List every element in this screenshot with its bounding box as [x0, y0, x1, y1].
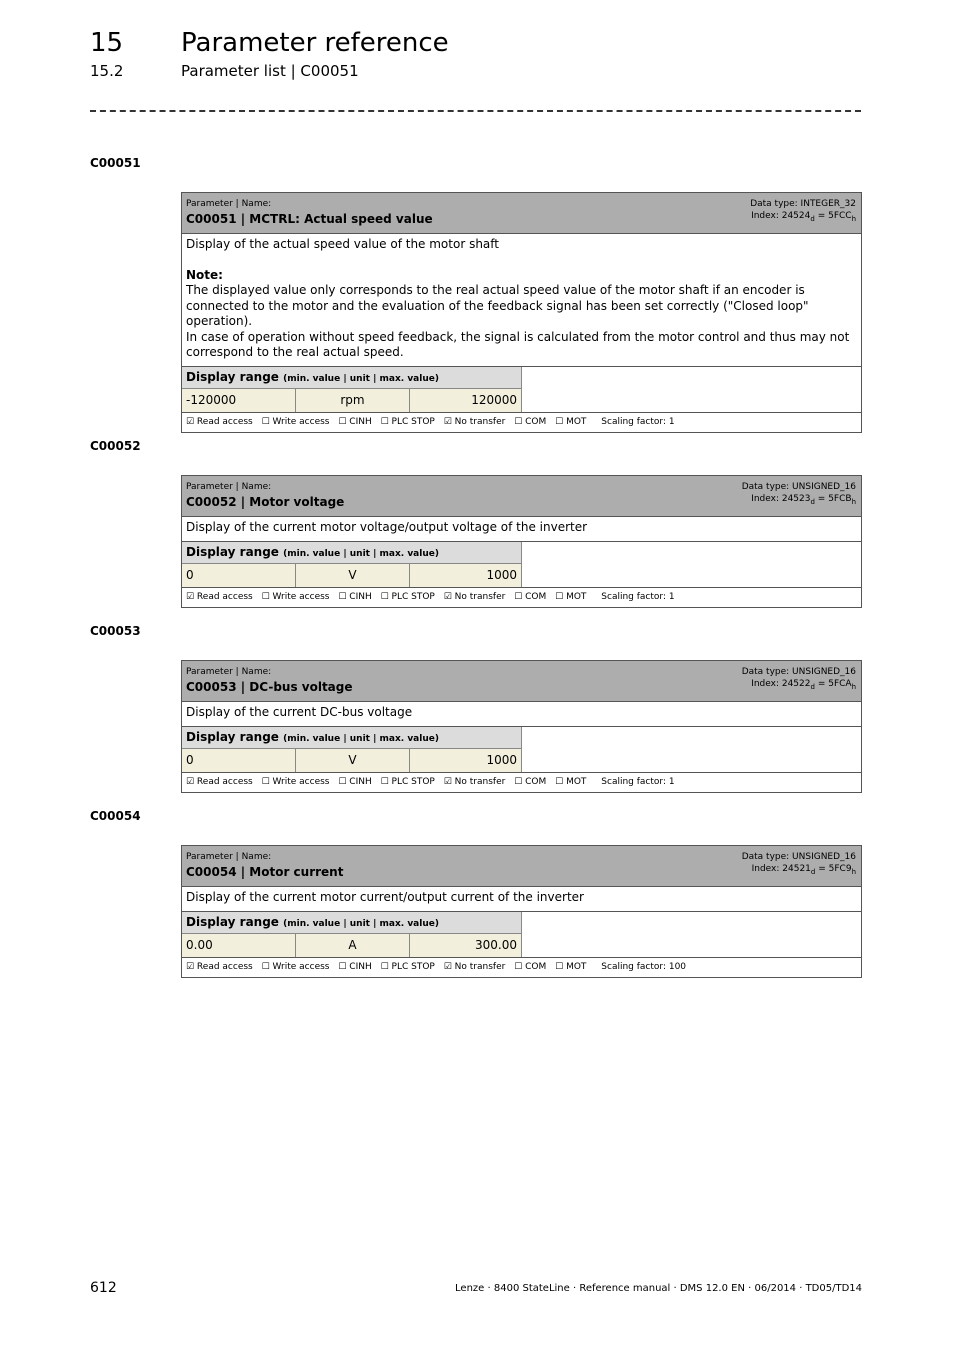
description-text: Display of the current motor voltage/output voltage of the inverter — [186, 520, 588, 534]
flag-read-access: ☑ Read access — [186, 416, 253, 427]
description-text: Display of the actual speed value of the motor shaft — [186, 237, 500, 251]
parameter-description — [182, 702, 861, 727]
range-min-value: -120000 — [182, 389, 296, 412]
parameter-name: C00051 | MCTRL: Actual speed value — [186, 212, 433, 226]
parameter-table-c00051 — [181, 192, 862, 433]
range-min-value: 0 — [182, 564, 296, 587]
data-type: Data type: UNSIGNED_16 — [741, 482, 856, 492]
flag-plc-stop: ☐ PLC STOP — [380, 776, 435, 787]
parameter-name: C00053 | DC-bus voltage — [186, 680, 353, 694]
note-line-1: The displayed value only corresponds to the real actual speed value of the motor shaft if an encoder is connected to the motor and the evaluation of the feedback signal has been set correctly ("Closed loop" operation). — [186, 283, 809, 328]
access-flags — [182, 773, 861, 792]
flag-com: ☐ COM — [514, 591, 547, 602]
flag-mot: ☐ MOT — [555, 416, 587, 427]
parameter-table-c00054 — [181, 845, 862, 978]
chapter-number: 15 — [90, 28, 124, 58]
access-flags — [182, 588, 861, 607]
flag-plc-stop: ☐ PLC STOP — [380, 961, 435, 972]
display-range — [182, 367, 861, 413]
flag-cinh: ☐ CINH — [338, 961, 372, 972]
section-label-c00053: C00053 — [90, 624, 141, 638]
parameter-header-label: Parameter | Name: — [186, 199, 272, 209]
flag-no-transfer: ☑ No transfer — [443, 961, 506, 972]
parameter-header — [182, 476, 861, 517]
scaling-factor: Scaling factor: 100 — [601, 961, 687, 972]
flag-cinh: ☐ CINH — [338, 416, 372, 427]
flag-com: ☐ COM — [514, 416, 547, 427]
section-label-c00054: C00054 — [90, 809, 141, 823]
flag-plc-stop: ☐ PLC STOP — [380, 591, 435, 602]
flag-no-transfer: ☑ No transfer — [443, 776, 506, 787]
display-range — [182, 727, 861, 773]
description-text: Display of the current DC-bus voltage — [186, 705, 413, 719]
flag-com: ☐ COM — [514, 961, 547, 972]
section-title: Parameter list | C00051 — [181, 62, 359, 80]
parameter-name: C00054 | Motor current — [186, 865, 344, 879]
flag-mot: ☐ MOT — [555, 961, 587, 972]
range-unit: A — [296, 934, 410, 957]
parameter-name: C00052 | Motor voltage — [186, 495, 345, 509]
flag-cinh: ☐ CINH — [338, 776, 372, 787]
description-text: Display of the current motor current/output current of the inverter — [186, 890, 584, 904]
range-unit: rpm — [296, 389, 410, 412]
flag-no-transfer: ☑ No transfer — [443, 591, 506, 602]
chapter-title: Parameter reference — [181, 28, 449, 58]
parameter-index: Index: $24524_d = 5FCC_h$ — [751, 211, 856, 223]
display-range — [182, 542, 861, 588]
section-label-c00051: C00051 — [90, 156, 141, 170]
display-range-header: Display range (min. value | unit | max. value) — [182, 912, 522, 934]
range-max-value: 300.00 — [410, 934, 522, 957]
flag-mot: ☐ MOT — [555, 776, 587, 787]
flag-mot: ☐ MOT — [555, 591, 587, 602]
parameter-header-label: Parameter | Name: — [186, 667, 272, 677]
section-label-c00052: C00052 — [90, 439, 141, 453]
display-range — [182, 912, 861, 958]
data-type: Data type: UNSIGNED_16 — [741, 667, 856, 677]
parameter-description — [182, 887, 861, 912]
range-unit: V — [296, 564, 410, 587]
flag-write-access: ☐ Write access — [261, 591, 330, 602]
parameter-header-label: Parameter | Name: — [186, 482, 272, 492]
flag-write-access: ☐ Write access — [261, 961, 330, 972]
range-max-value: 1000 — [410, 749, 522, 772]
display-range-header: Display range (min. value | unit | max. value) — [182, 542, 522, 564]
flag-com: ☐ COM — [514, 776, 547, 787]
parameter-index: Index: $24523_d = 5FCB_h$ — [751, 494, 856, 506]
flag-cinh: ☐ CINH — [338, 591, 372, 602]
flag-write-access: ☐ Write access — [261, 416, 330, 427]
range-max-value: 1000 — [410, 564, 522, 587]
scaling-factor: Scaling factor: 1 — [601, 416, 675, 427]
parameter-description — [182, 234, 861, 367]
parameter-table-c00053 — [181, 660, 862, 793]
access-flags — [182, 413, 861, 432]
section-number: 15.2 — [90, 62, 124, 80]
parameter-description — [182, 517, 861, 542]
display-range-header: Display range (min. value | unit | max. value) — [182, 367, 522, 389]
parameter-table-c00052 — [181, 475, 862, 608]
range-min-value: 0.00 — [182, 934, 296, 957]
data-type: Data type: UNSIGNED_16 — [741, 852, 856, 862]
header-divider — [90, 110, 861, 112]
note-title: Note: — [186, 267, 223, 282]
flag-read-access: ☑ Read access — [186, 961, 253, 972]
page-number: 612 — [90, 1280, 117, 1296]
parameter-index: Index: $24521_d = 5FC9_h$ — [751, 864, 856, 876]
range-max-value: 120000 — [410, 389, 522, 412]
parameter-header — [182, 846, 861, 887]
scaling-factor: Scaling factor: 1 — [601, 776, 675, 787]
note-line-2: In case of operation without speed feedback, the signal is calculated from the motor control and thus may not correspond to the real actual speed. — [186, 329, 850, 359]
scaling-factor: Scaling factor: 1 — [601, 591, 675, 602]
range-unit: V — [296, 749, 410, 772]
flag-no-transfer: ☑ No transfer — [443, 416, 506, 427]
parameter-header — [182, 193, 861, 234]
range-min-value: 0 — [182, 749, 296, 772]
parameter-header-label: Parameter | Name: — [186, 852, 272, 862]
parameter-header — [182, 661, 861, 702]
footer-doc-info: Lenze · 8400 StateLine · Reference manual · DMS 12.0 EN · 06/2014 · TD05/TD14 — [455, 1283, 862, 1294]
access-flags — [182, 958, 861, 977]
flag-read-access: ☑ Read access — [186, 776, 253, 787]
display-range-header: Display range (min. value | unit | max. value) — [182, 727, 522, 749]
flag-plc-stop: ☐ PLC STOP — [380, 416, 435, 427]
parameter-index: Index: $24522_d = 5FCA_h$ — [751, 679, 856, 691]
data-type: Data type: INTEGER_32 — [750, 199, 856, 209]
flag-write-access: ☐ Write access — [261, 776, 330, 787]
flag-read-access: ☑ Read access — [186, 591, 253, 602]
